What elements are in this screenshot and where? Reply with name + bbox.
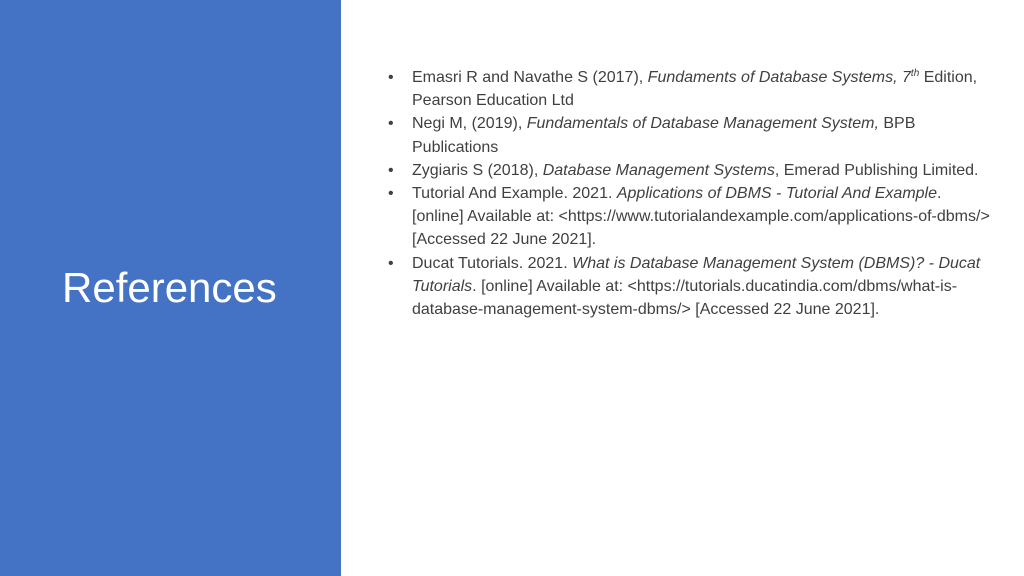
- reference-plain-text: Zygiaris S (2018),: [412, 161, 543, 179]
- reference-superscript: th: [910, 68, 920, 79]
- reference-plain-text: Ducat Tutorials. 2021.: [412, 254, 573, 272]
- reference-title: What is Database Management System (DBMS)? - Ducat Tutorials: [412, 254, 981, 295]
- slide-title: References: [62, 264, 277, 311]
- reference-plain-text: Tutorial And Example. 2021.: [412, 185, 617, 203]
- bullet-icon: •: [388, 185, 394, 203]
- reference-plain-text: . [online] Available at: <https://tutorials.ducatindia.com/dbms/what-is-database-management-system-dbms/> [Accessed 22 June 2021].: [412, 277, 958, 319]
- reference-plain-text: Negi M, (2019),: [412, 115, 527, 133]
- bullet-icon: •: [388, 69, 394, 86]
- reference-item: [386, 182, 996, 252]
- reference-item: [386, 252, 996, 322]
- reference-plain-text: Edition, Pearson Education Ltd: [412, 69, 978, 110]
- bullet-icon: •: [388, 254, 394, 272]
- reference-plain-text: BPB Publications: [412, 115, 916, 156]
- reference-plain-text: Emasri R and Navathe S (2017),: [412, 69, 648, 86]
- references-list: [386, 66, 996, 321]
- reference-item: [386, 159, 996, 182]
- reference-title: Fundamentals of Database Management System,: [526, 115, 879, 133]
- bullet-icon: •: [388, 115, 394, 133]
- title-panel: [0, 0, 341, 576]
- reference-title: Fundaments of Database Systems, 7: [647, 69, 911, 86]
- reference-plain-text: . [online] Available at: <https://www.tutorialandexample.com/applications-of-dbms/> [Accessed 22 June 2021].: [412, 185, 990, 249]
- reference-title: Applications of DBMS - Tutorial And Example: [616, 185, 937, 203]
- reference-item: [386, 112, 996, 158]
- reference-item: [386, 66, 996, 112]
- references-content: [386, 66, 996, 321]
- reference-plain-text: , Emerad Publishing Limited.: [774, 161, 979, 179]
- bullet-icon: •: [388, 161, 394, 179]
- reference-title: Database Management Systems: [542, 161, 775, 179]
